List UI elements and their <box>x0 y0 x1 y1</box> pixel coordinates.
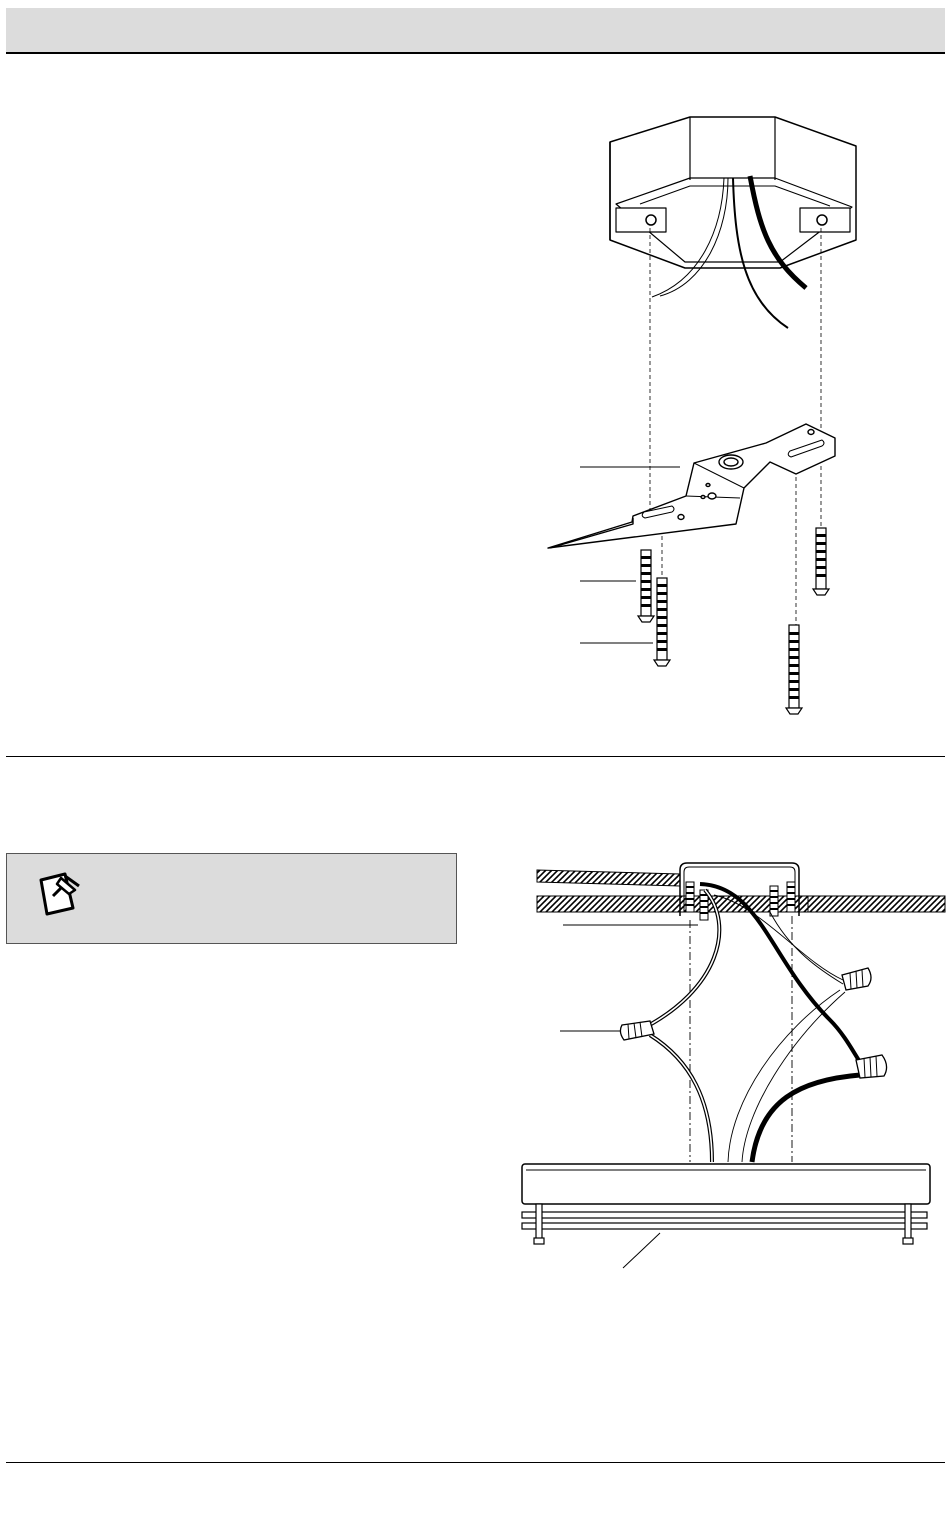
note-box <box>6 853 457 944</box>
bracket-mounting-figure <box>560 105 880 730</box>
section-divider <box>6 756 945 757</box>
screw-group <box>638 528 829 714</box>
footer-divider <box>6 1462 945 1463</box>
header-band <box>6 8 945 54</box>
pushpin-note-icon <box>35 868 83 918</box>
wire-connection-figure <box>520 860 945 1275</box>
